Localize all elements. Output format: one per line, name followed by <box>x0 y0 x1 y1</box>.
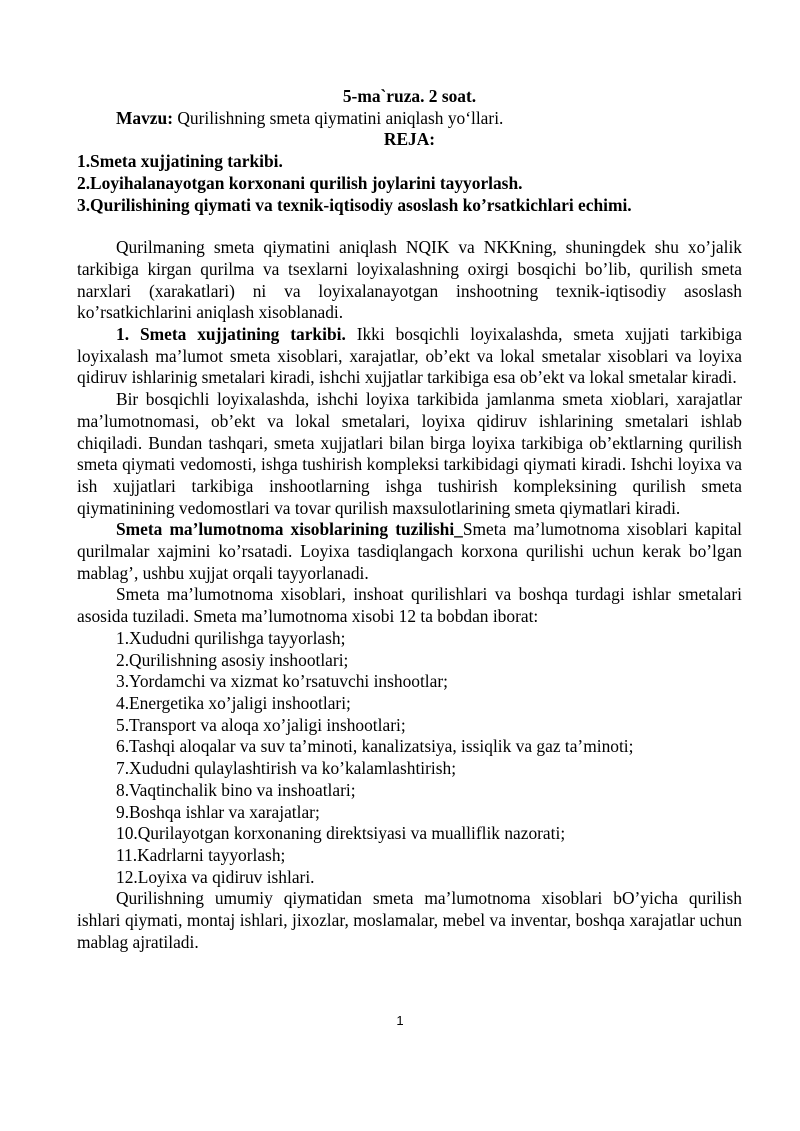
list-item: 3.Yordamchi va xizmat ko’rsatuvchi inshootlar; <box>116 671 448 692</box>
list-item: 9.Boshqa ishlar va xarajatlar; <box>116 801 320 822</box>
lecture-title: 5-ma`ruza. 2 soat. <box>342 86 477 106</box>
plan-item-2: 2.Loyihalanayotgan korxonani qurilish joylarini tayyorlash. <box>77 172 523 193</box>
intro-paragraph: Qurilmaning smeta qiymatini aniqlash NQIK va NKKning, shuningdek shu xo’jalik tarkibiga kirgan qurilma va tsexlarni loyixalashning oxirgi bosqichi bo’lib, qurilish smeta narxlari (xarakatlari) ni va loyixalanayotgan inshootning texnik-iqtisodiy asoslash ko’rsatkichlarini aniqlash xisoblanadi. <box>77 237 742 323</box>
section2-heading: Smeta ma’lumotnoma xisoblarining tuzilishi_ <box>116 519 463 540</box>
list-item: 1.Xududni qurilishga tayyorlash; <box>116 627 346 648</box>
page-content <box>77 86 742 953</box>
paragraph-4: Smeta ma’lumotnoma xisoblari, inshoat qurilishlari va boshqa turdagi ishlar smetalari asosida tuziladi. Smeta ma’lumotnoma xisobi 12 ta bobdan iborat: <box>77 584 742 627</box>
section2-text: Smeta ma’lumotnoma xisoblari kapital qurilmalar xajmini ko’rsatadi. Loyixa tasdiqlangach korxona qurilishi uchun kerak bo’lgan mablag’, ushbu xujjat orqali tayyorlanadi. <box>77 519 742 583</box>
list-item: 2.Qurilishning asosiy inshootlari; <box>116 649 349 670</box>
page-number: 1 <box>396 1013 404 1028</box>
plan-title: REJA: <box>383 129 436 150</box>
section2-paragraph <box>77 519 742 584</box>
plan-item-3: 3.Qurilishining qiymati va texnik-iqtisodiy asoslash ko’rsatkichlari echimi. <box>77 194 632 215</box>
list-item: 7.Xududni qulaylashtirish va ko’kalamlashtirish; <box>116 758 457 779</box>
list-item: 8.Vaqtinchalik bino va inshoatlari; <box>116 779 356 800</box>
list-item: 6.Tashqi aloqalar va suv ta’minoti, kanalizatsiya, issiqlik va gaz ta’minoti; <box>116 736 634 757</box>
plan-item-1: 1.Smeta xujjatining tarkibi. <box>77 151 283 172</box>
paragraph-2: Bir bosqichli loyixalashda, ishchi loyixa tarkibida jamlanma smeta xioblari, xarajatlar ma’lumotnomasi, ob’ekt va lokal smetalari, loyixa qidiruv ishlarining smetalari ishlab chiqiladi. Bundan tashqari, smeta xujjatlari bilan birga loyixa tarkibiga ob’ektlarning qurilish smeta qiymati vedomosti, ishga tushirish kompleksi tarkibidagi qiymati kiradi. Ishchi loyixa va ish xujjatlari tarkibiga inshootlarning ishga tushirish kompleksining qurilish smeta qiymatinining vedomostlari va tovar qurilish maxsulotlarining smeta qiymatlari kiradi. <box>77 389 742 518</box>
topic-line <box>77 108 742 130</box>
final-paragraph: Qurilishning umumiy qiymatidan smeta ma’lumotnoma xisoblari bO’yicha qurilish ishlari qiymati, montaj ishlari, jixozlar, moslamalar, mebel va inventar, boshqa xarajatlar uchun mablag ajratiladi. <box>77 888 742 952</box>
list-item: 12.Loyixa va qidiruv ishlari. <box>116 866 315 887</box>
section1-heading: 1. Smeta xujjatining tarkibi. <box>116 324 346 345</box>
list-item: 4.Energetika xo’jaligi inshootlari; <box>116 692 351 713</box>
section1-paragraph <box>77 324 742 389</box>
topic-text: Qurilishning smeta qiymatini aniqlash yo‘llari. <box>173 107 504 128</box>
spacer <box>77 216 742 237</box>
topic-label: Mavzu: <box>116 107 173 128</box>
list-item: 11.Kadrlarni tayyorlash; <box>116 844 286 865</box>
section1-text: Ikki bosqichli loyixalashda, smeta xujjati tarkibiga loyixalash ma’lumot smeta xisoblari, xarajatlar, ob’ekt va lokal smetalar xisoblari va loyixa qidiruv ishlarinig smetalari kiradi, ishchi xujjatlar tarkibiga esa ob’ekt va lokal smetalar kiradi. <box>77 324 742 388</box>
list-item: 10.Qurilayotgan korxonaning direktsiyasi va mualliflik nazorati; <box>116 823 566 844</box>
list-item: 5.Transport va aloqa xo’jaligi inshootlari; <box>116 714 406 735</box>
